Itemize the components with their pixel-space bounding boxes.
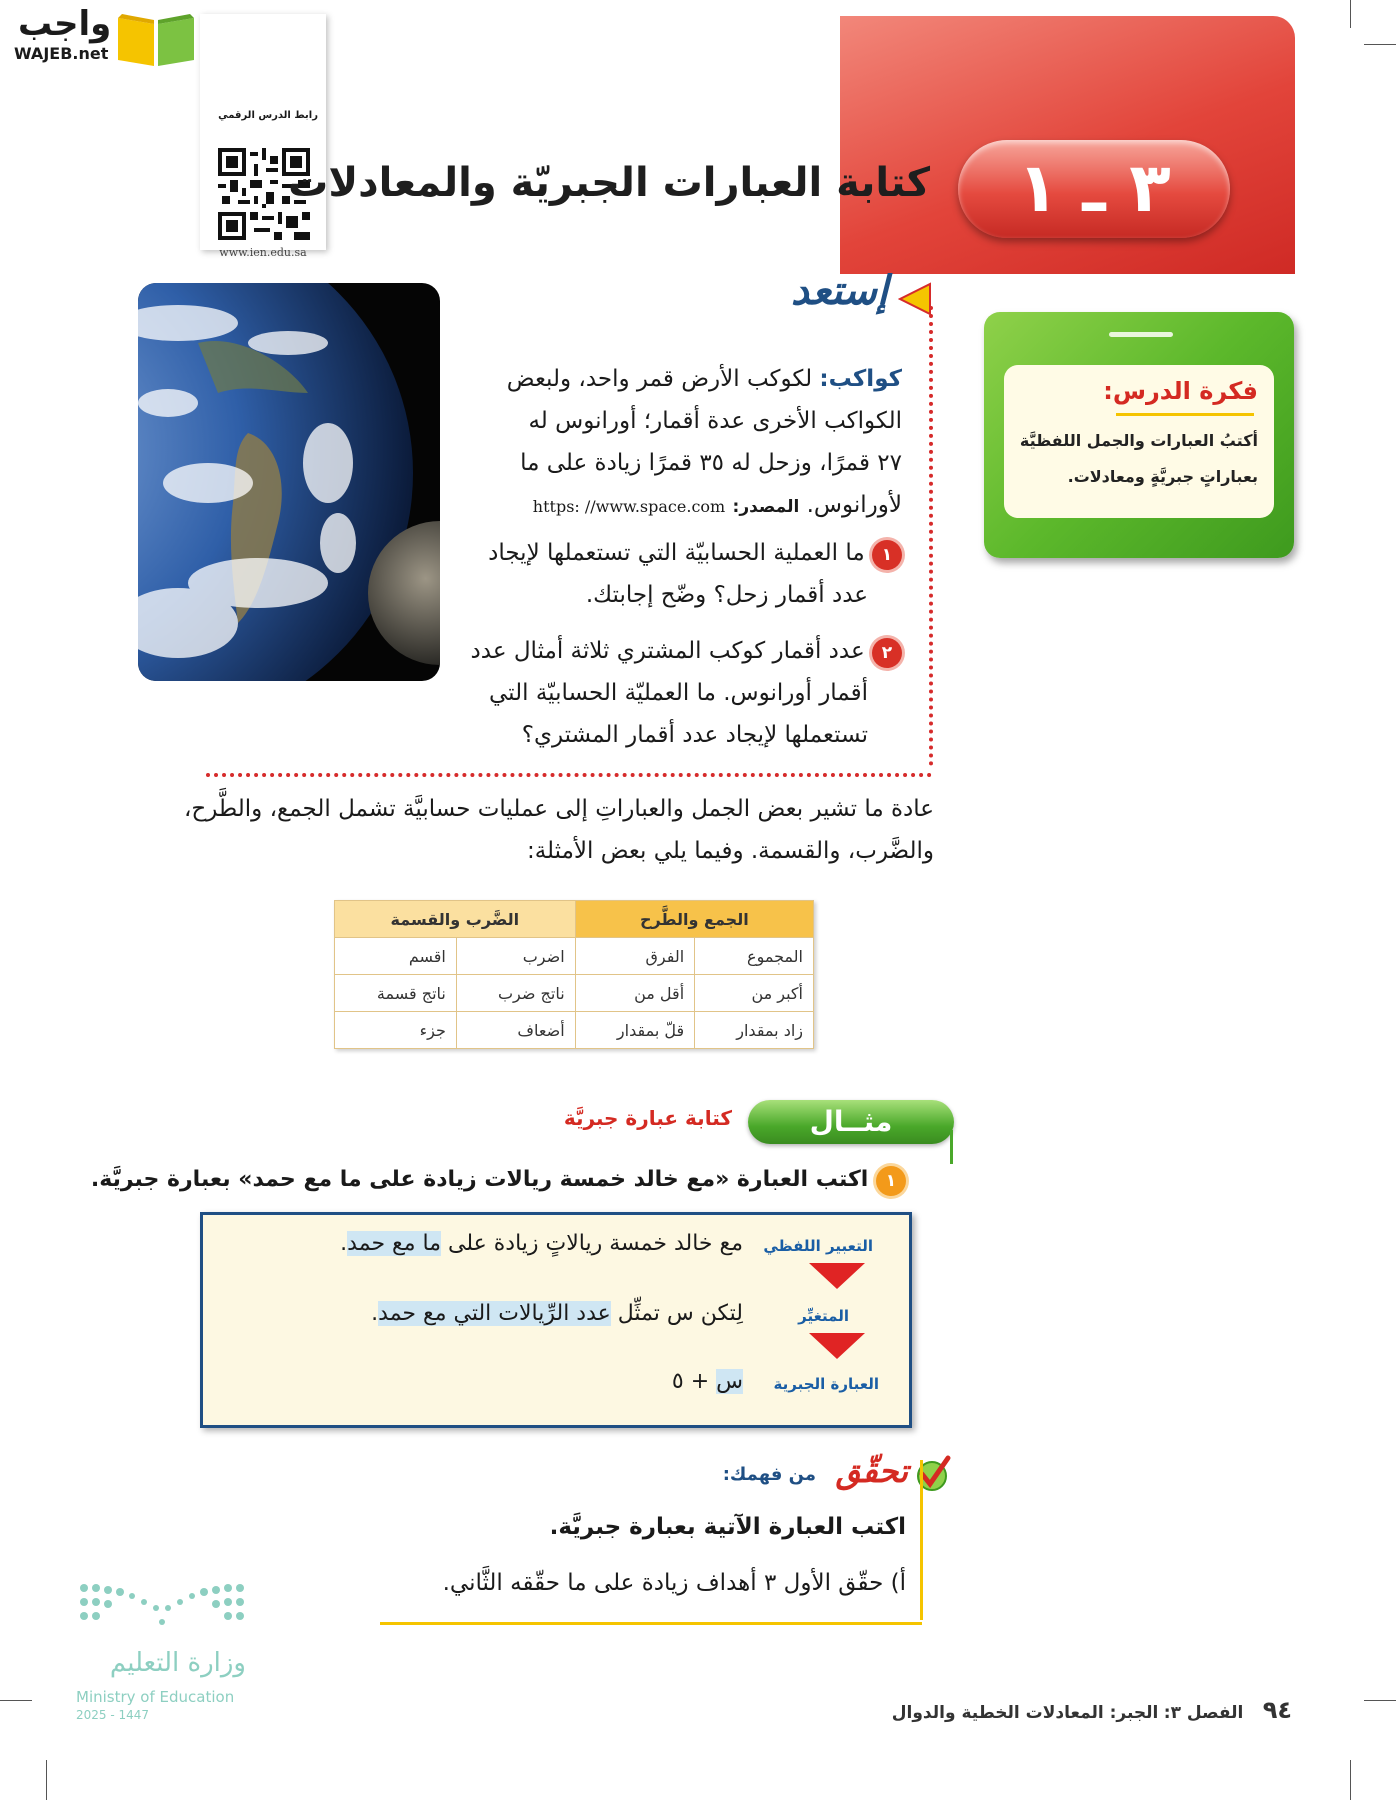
table-row bbox=[335, 1012, 814, 1049]
book-icon bbox=[116, 10, 196, 68]
question-1-line-1 bbox=[482, 532, 902, 574]
page-number: ٩٤ bbox=[1262, 1696, 1292, 1724]
ministry-emblem-icon bbox=[76, 1578, 246, 1638]
qr-card[interactable] bbox=[200, 14, 326, 259]
question-1 bbox=[482, 532, 902, 616]
question-2-text-1: عدد أقمار كوكب المشتري ثلاثة أمثال عدد bbox=[470, 638, 865, 664]
question-2-line-1 bbox=[462, 630, 902, 672]
chapter-title: الجبر: المعادلات الخطية والدوال bbox=[891, 1703, 1159, 1723]
card-handle bbox=[1109, 332, 1173, 337]
table-cell: أضعاف bbox=[456, 1012, 575, 1049]
heading-pointer-icon bbox=[898, 282, 932, 316]
question-2-line-3: تستعملها لإيجاد عدد أقمار المشتري؟ bbox=[521, 722, 868, 748]
table-cell: ناتج ضرب bbox=[456, 975, 575, 1012]
header-add-subtract: الجمع والطَّرح bbox=[575, 901, 813, 938]
qr-caption: رابط الدرس الرقمي bbox=[218, 110, 318, 121]
table-cell: أكبر من bbox=[695, 975, 814, 1012]
crop-mark bbox=[1364, 44, 1396, 45]
ministry-year: 2025 - 1447 bbox=[76, 1708, 150, 1722]
dotted-frame-right bbox=[929, 306, 933, 766]
question-2 bbox=[462, 630, 902, 756]
intro-label: كواكب: bbox=[819, 366, 902, 392]
dotted-frame-bottom bbox=[206, 773, 932, 777]
wajeb-logo[interactable] bbox=[8, 4, 194, 68]
check-subtitle: من فهمك: bbox=[722, 1464, 816, 1485]
crop-mark bbox=[1364, 1700, 1396, 1701]
crop-mark bbox=[46, 1760, 47, 1800]
question-number: ٢ bbox=[872, 638, 902, 668]
source-url[interactable]: https: //www.space.com bbox=[532, 497, 726, 516]
variable-pre: لِتكن س تمثِّل bbox=[610, 1301, 743, 1326]
down-arrow-icon bbox=[809, 1263, 865, 1289]
verbal-expression bbox=[340, 1231, 743, 1256]
keywords-table bbox=[334, 900, 814, 1049]
intro-text-4: لأورانوس. bbox=[806, 492, 902, 518]
question-2-line-2: أقمار أورانوس. ما العمليّة الحسابيّة التي bbox=[489, 680, 868, 706]
example-question-text: اكتب العبارة «مع خالد خمسة ريالات زيادة على ما مع حمد» بعبارة جبريَّة. bbox=[90, 1167, 869, 1192]
logo-arabic: واجب bbox=[18, 4, 112, 44]
intro-text-1: لكوكب الأرض قمر واحد، ولبعض bbox=[506, 366, 813, 392]
table-cell: ناتج قسمة bbox=[335, 975, 457, 1012]
table-row bbox=[335, 938, 814, 975]
ministry-name-ar: وزارة التعليم bbox=[109, 1648, 246, 1678]
label-variable: المتغيِّر bbox=[798, 1307, 849, 1325]
crop-mark bbox=[0, 1700, 32, 1701]
verbal-post: . bbox=[340, 1231, 348, 1256]
table-cell: الفرق bbox=[575, 938, 695, 975]
page-title: كتابة العبارات الجبريّة والمعادلات bbox=[288, 160, 930, 206]
ministry-logo bbox=[76, 1578, 256, 1738]
intro-line-2: الكواكب الأخرى عدة أقمار؛ أورانوس له bbox=[528, 408, 902, 434]
logo-latin: WAJEB.net bbox=[14, 44, 109, 63]
qr-url[interactable]: www.ien.edu.sa bbox=[219, 246, 307, 259]
body-line-1: عادة ما تشير بعض الجمل والعباراتِ إلى عمليات حسابيَّة تشمل الجمع، والطَّرح، bbox=[183, 796, 934, 822]
algebraic-rest: + ٥ bbox=[671, 1369, 717, 1394]
intro-line-4 bbox=[482, 484, 902, 528]
check-instruction: اكتب العبارة الآتية بعبارة جبريَّة. bbox=[549, 1514, 906, 1540]
body-text bbox=[134, 788, 934, 872]
idea-underline bbox=[1116, 413, 1254, 416]
warmup-heading: إستعد bbox=[791, 268, 888, 314]
check-item-a: أ) حقّق الأول ٣ أهداف زيادة على ما حقّقه الثَّاني. bbox=[442, 1570, 906, 1596]
footer bbox=[892, 1696, 1292, 1724]
table-cell: المجموع bbox=[695, 938, 814, 975]
variable-highlight: عدد الرِّيالات التي مع حمد bbox=[378, 1301, 611, 1326]
checkmark-icon bbox=[912, 1454, 952, 1494]
table-header-row bbox=[335, 901, 814, 938]
crop-mark bbox=[1350, 0, 1351, 28]
verbal-highlight: ما مع حمد bbox=[347, 1231, 442, 1256]
example-subtitle: كتابة عبارة جبريَّة bbox=[563, 1106, 732, 1130]
example-number: ١ bbox=[876, 1166, 906, 1196]
question-number: ١ bbox=[872, 540, 902, 570]
idea-text: أكتبُ العبارات والجمل اللفظيَّة بعباراتٍ جبريَّةٍ ومعادلات. bbox=[1019, 431, 1258, 486]
header-multiply-divide: الضَّرب والقسمة bbox=[335, 901, 576, 938]
earth-photo-image bbox=[138, 283, 440, 681]
intro-line-1 bbox=[482, 358, 902, 400]
label-algebraic: العبارة الجبرية bbox=[773, 1375, 879, 1393]
table-cell: أقل من bbox=[575, 975, 695, 1012]
idea-title: فكرة الدرس: bbox=[1103, 377, 1258, 405]
example-pill: مثــال bbox=[748, 1100, 954, 1144]
variable-definition bbox=[371, 1301, 743, 1326]
question-1-line-2: عدد أقمار زحل؟ وضّح إجابتك. bbox=[585, 582, 868, 608]
table-cell: زاد بمقدار bbox=[695, 1012, 814, 1049]
lesson-idea-inner bbox=[1004, 365, 1274, 518]
variable-post: . bbox=[371, 1301, 379, 1326]
intro-line-3: ٢٧ قمرًا، وزحل له ٣٥ قمرًا زيادة على ما bbox=[520, 450, 902, 476]
chapter-label: الفصل ٣: bbox=[1163, 1703, 1244, 1723]
table-cell: قلّ بمقدار bbox=[575, 1012, 695, 1049]
down-arrow-icon bbox=[809, 1333, 865, 1359]
table-cell: جزء bbox=[335, 1012, 457, 1049]
check-side-rule bbox=[920, 1460, 923, 1620]
body-line-2: والضَّرب، والقسمة. وفيما يلي بعض الأمثلة: bbox=[526, 838, 934, 864]
table-cell: اقسم bbox=[335, 938, 457, 975]
check-bottom-rule bbox=[380, 1622, 922, 1625]
lesson-number: ٣ ـ ١ bbox=[958, 140, 1230, 238]
question-1-text-1: ما العملية الحسابيّة التي تستعملها لإيجاد bbox=[488, 540, 865, 566]
label-verbal: التعبير اللفظي bbox=[763, 1237, 873, 1255]
check-title: تحقّق bbox=[835, 1452, 908, 1490]
warmup-intro bbox=[482, 358, 902, 528]
source-label: المصدر: bbox=[732, 497, 800, 517]
crop-mark bbox=[1350, 1760, 1351, 1800]
example-solution-box bbox=[200, 1212, 912, 1428]
example-rule bbox=[950, 1130, 953, 1164]
example-question bbox=[91, 1166, 906, 1196]
earth-moon-photo bbox=[138, 283, 440, 681]
ministry-name-en: Ministry of Education bbox=[76, 1688, 235, 1706]
algebraic-expression bbox=[672, 1369, 743, 1394]
algebraic-variable: س bbox=[716, 1369, 743, 1394]
verbal-pre: مع خالد خمسة ريالاتٍ زيادة على bbox=[441, 1231, 743, 1256]
table-cell: اضرب bbox=[456, 938, 575, 975]
table-row bbox=[335, 975, 814, 1012]
